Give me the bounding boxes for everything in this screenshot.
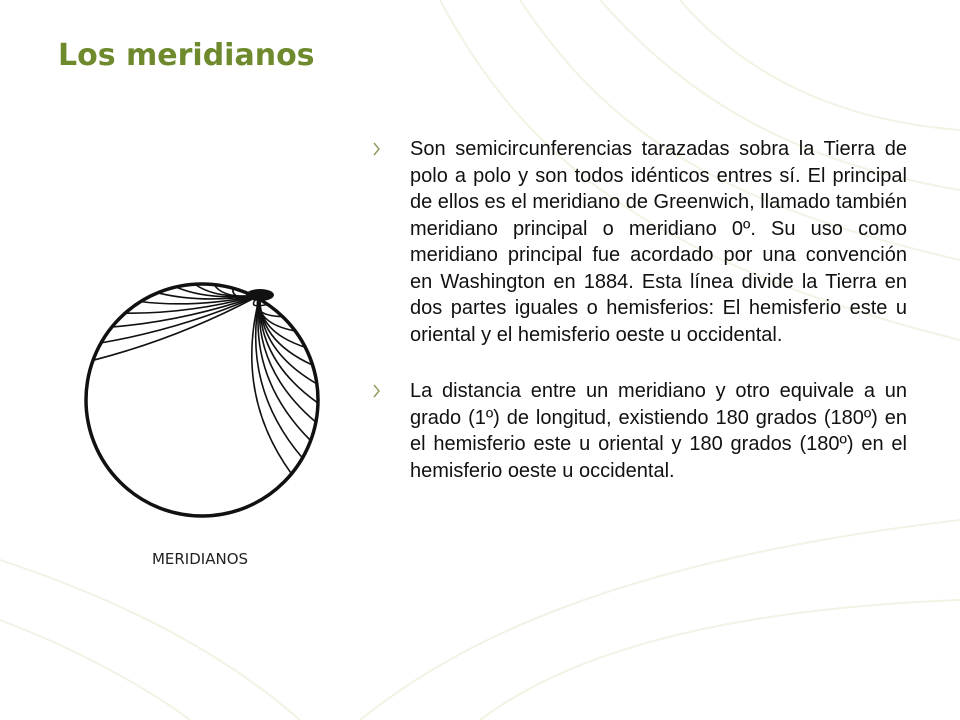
chevron-right-icon <box>372 140 382 158</box>
slide-title: Los meridianos <box>58 38 315 73</box>
figure-caption: MERIDIANOS <box>151 550 249 568</box>
globe-meridians-icon <box>80 240 320 540</box>
bullet-item-1 <box>370 136 907 348</box>
bullet-list <box>370 136 907 514</box>
chevron-right-icon <box>372 382 382 400</box>
meridians-figure <box>80 240 320 580</box>
bullet-item-2 <box>370 378 907 484</box>
bullet-text-2: La distancia entre un meridiano y otro equivale a un grado (1º) de longitud, existiendo 180 grados (180º) en el hemisferio este u oriental y 180 grados (180º) en el hemisferio oeste u occidental. <box>410 380 907 482</box>
bullet-text-1: Son semicircunferencias tarazadas sobra la Tierra de polo a polo y son todos idénticos entres sí. El principal de ellos es el meridiano de Greenwich, llamado también meridiano principal o meridiano 0º. Su uso como meridiano principal fue acordado por una convención en Washington en 1884. Esta línea divide la Tierra en dos partes iguales o hemisferios: El hemisferio este u oriental y el hemisferio oeste u occidental. <box>410 138 907 346</box>
